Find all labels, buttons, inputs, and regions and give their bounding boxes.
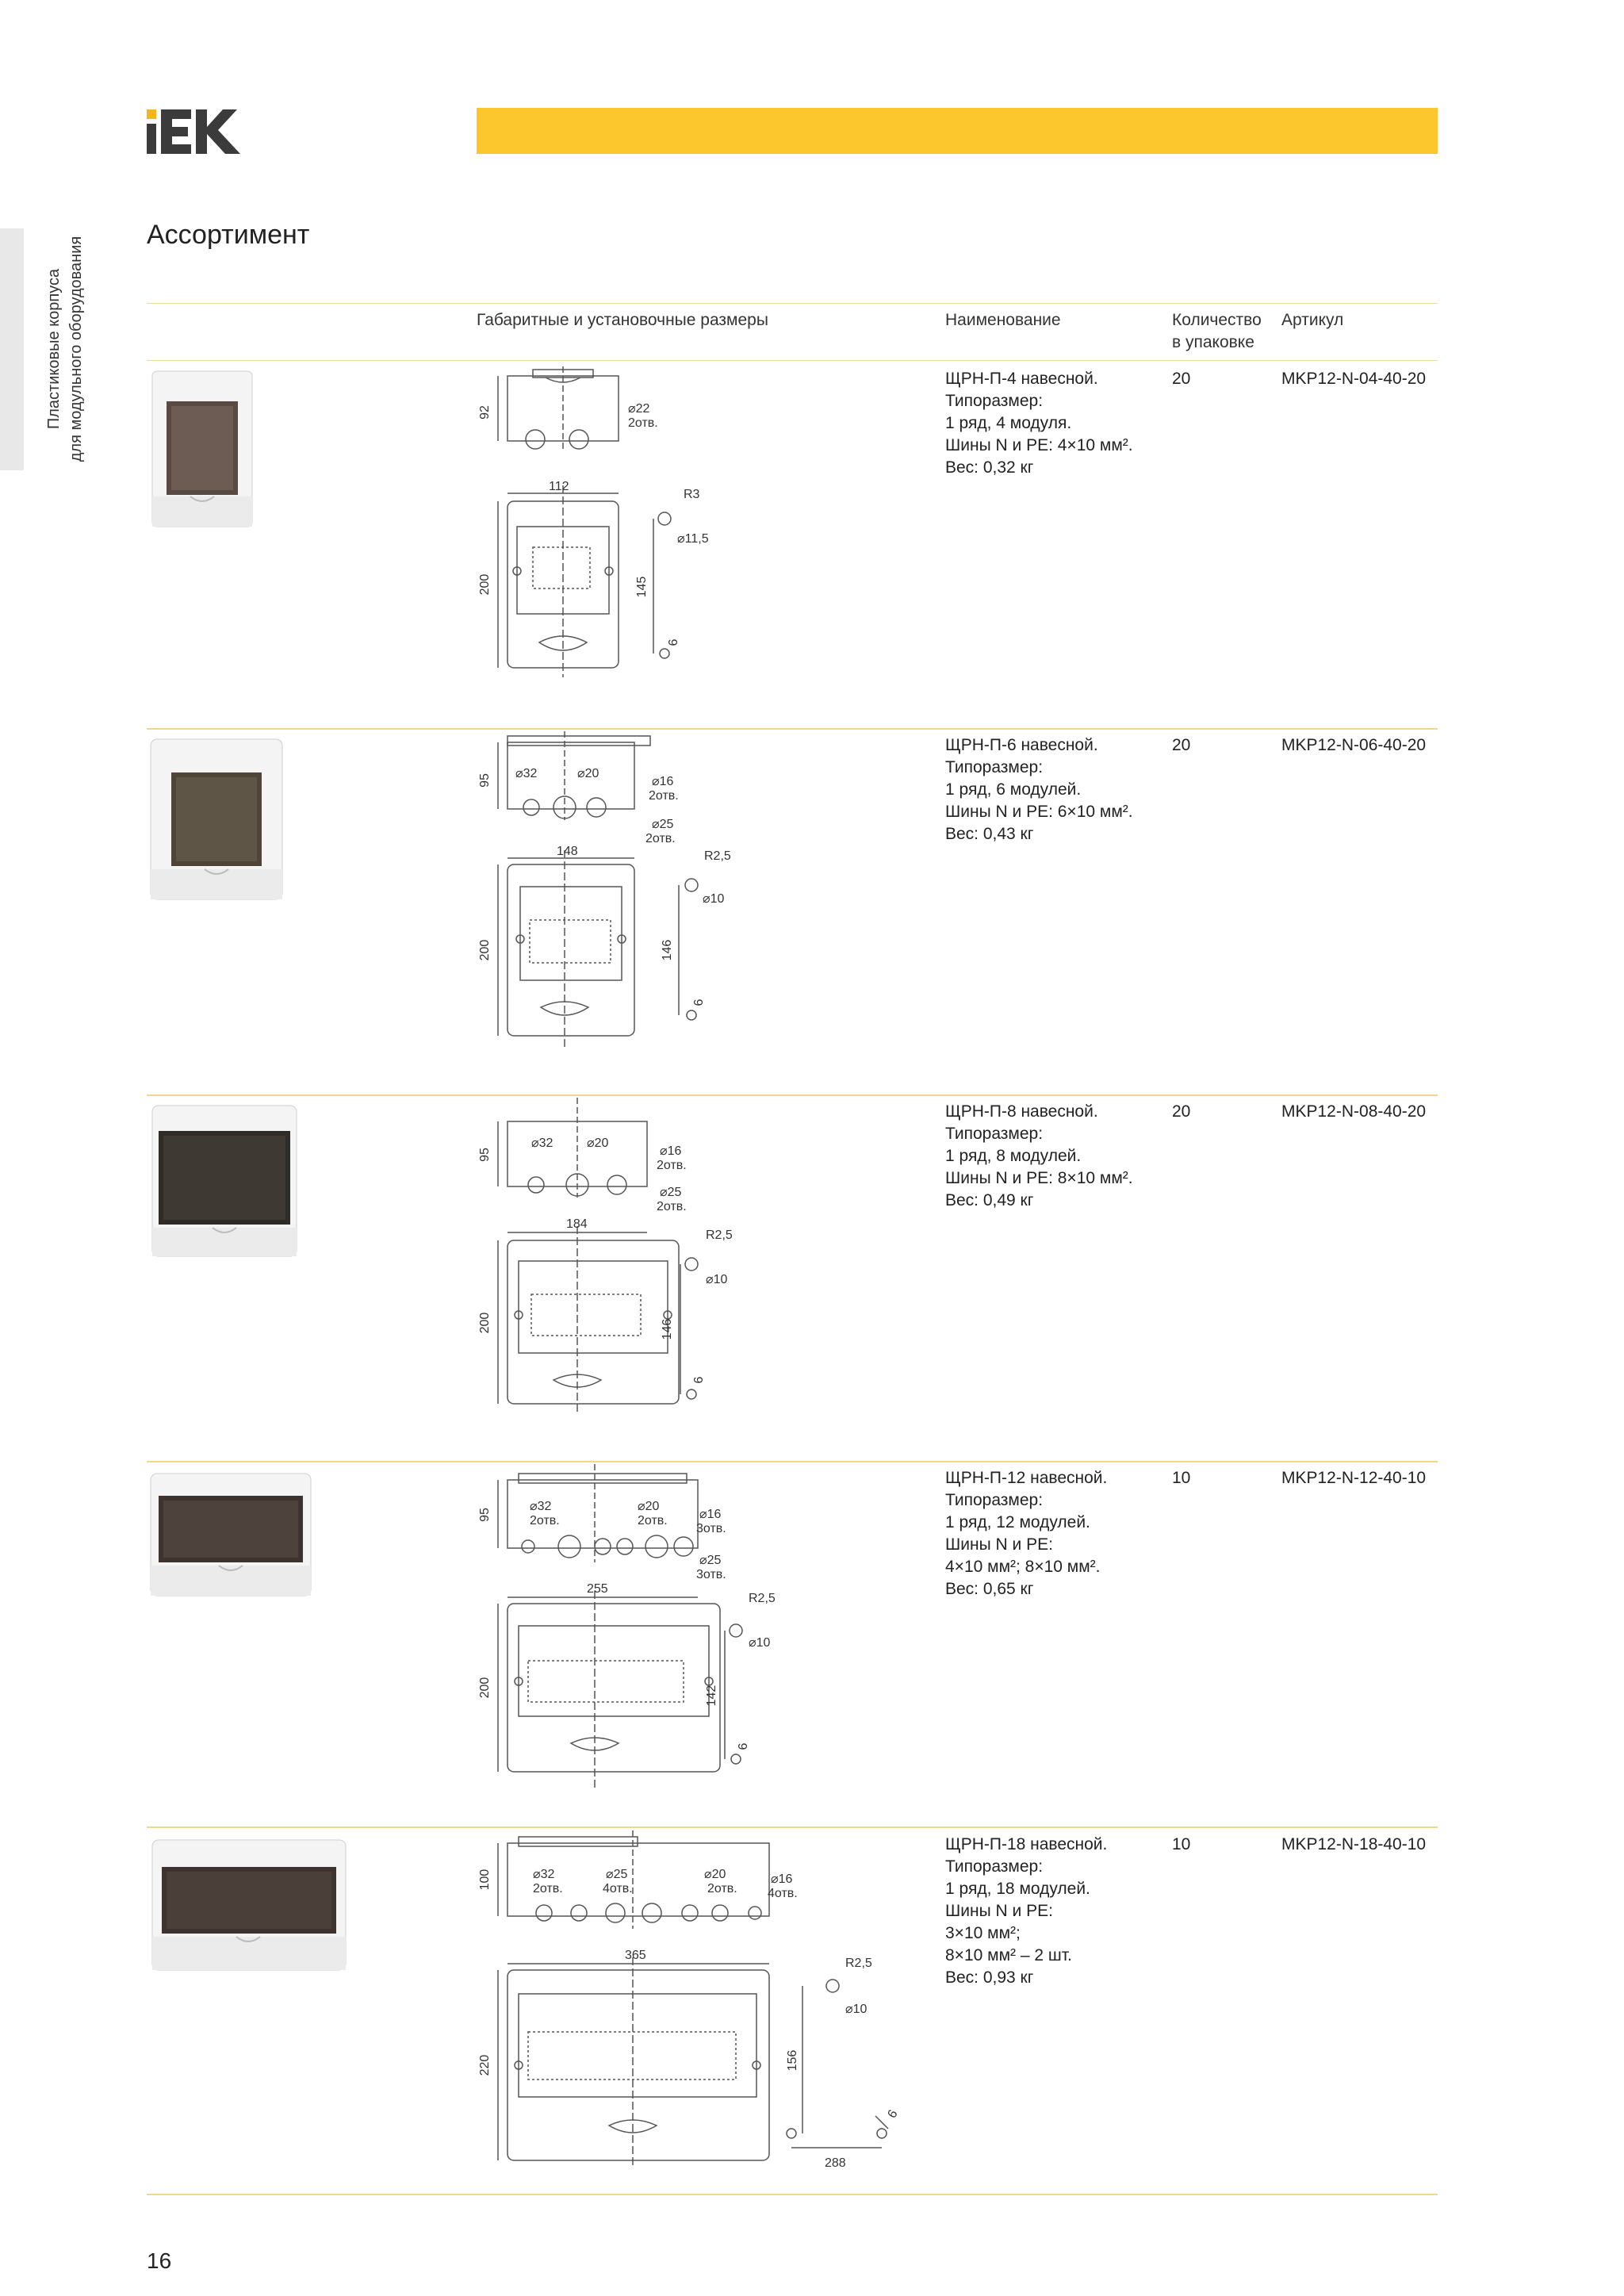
product-name-line: Шины N и PE: 8×10 мм². [945,1169,1133,1187]
dim-hole: ⌀10 [703,892,725,906]
product-name [945,1101,1133,1212]
dim-height: 200 [478,1677,492,1699]
product-name-line: Шины N и PE: [945,1902,1053,1920]
product-article: MKP12-N-04-40-20 [1281,370,1427,388]
product-name-line: Шины N и PE: [945,1535,1053,1554]
product-name-line: 8×10 мм² – 2 шт. [945,1946,1072,1964]
product-photo [151,370,254,528]
dim-d2-count: 2отв. [638,1514,668,1527]
dim-slot: 6 [692,1376,706,1384]
dim-span: 288 [825,2156,846,2170]
header-bar [477,108,1438,154]
product-name-line: 1 ряд, 8 модулей. [945,1147,1082,1165]
product-name-line: 3×10 мм²; [945,1924,1021,1942]
dim-width: 148 [557,845,578,858]
dim-d4: ⌀16 [771,1872,793,1886]
product-name-line: ЩРН-П-12 навесной. [945,1469,1108,1487]
col-header-article: Артикул [1281,311,1344,329]
dim-hole: ⌀11,5 [677,532,709,546]
dim-radius: R2,5 [749,1592,776,1605]
product-name [945,368,1133,479]
page-number: 16 [147,2248,172,2273]
dim-d3: ⌀20 [704,1868,726,1881]
dim-slot: 6 [692,999,706,1006]
col-header-qty-line2: в упаковке [1172,333,1254,351]
product-name-line: 1 ряд, 12 модулей. [945,1513,1090,1531]
dim-d2-count: 4отв. [603,1882,633,1895]
product-name-line: Типоразмер: [945,1491,1044,1509]
dim-mount: 145 [635,576,649,598]
col-header-qty [1172,309,1262,354]
dim-mount: 146 [661,1318,674,1340]
product-name-line: ЩРН-П-4 навесной. [945,370,1098,388]
row-separator [147,728,1438,730]
product-name-line: 1 ряд, 6 модулей. [945,780,1082,799]
dim-width: 365 [625,1949,646,1962]
dim-d4: ⌀25 [660,1186,682,1199]
dim-d2: ⌀20 [638,1500,660,1513]
dim-d4: ⌀25 [652,818,674,831]
dim-hole: ⌀10 [845,2003,868,2016]
dim-d1-count: 2отв. [533,1882,563,1895]
dim-width: 112 [549,480,569,493]
dim-radius: R2,5 [845,1957,872,1970]
dim-radius: R2,5 [706,1228,733,1242]
dim-height: 200 [478,939,492,961]
product-name-line: Шины N и PE: 6×10 мм². [945,803,1133,821]
product-qty: 10 [1172,1469,1191,1487]
dim-width: 255 [587,1582,608,1596]
dim-hole-a: ⌀22 [628,402,650,416]
dim-hole-a-count: 2отв. [628,416,658,430]
dim-slot: 6 [885,2107,901,2121]
sidebar-line-1: Пластиковые корпуса [45,268,63,430]
dimension-drawing [476,1098,777,1423]
row-separator [147,2194,1438,2195]
dimension-drawing [476,1830,904,2171]
dim-mount: 156 [786,2049,799,2072]
product-name-line: ЩРН-П-18 навесной. [945,1835,1108,1853]
product-article: MKP12-N-08-40-20 [1281,1102,1427,1121]
product-qty: 10 [1172,1835,1191,1853]
row-separator [147,1826,1438,1828]
dim-d3-count: 2отв. [657,1159,687,1172]
product-name-line: ЩРН-П-6 навесной. [945,736,1098,754]
product-name [945,734,1133,845]
dim-d3-count: 2отв. [707,1882,737,1895]
product-name-line: Типоразмер: [945,1857,1044,1876]
product-name-line: Вес: 0,65 кг [945,1580,1034,1598]
product-name-line: Шины N и PE: 4×10 мм². [945,436,1133,454]
dim-d2: ⌀20 [587,1137,609,1150]
product-name-line: 1 ряд, 18 модулей. [945,1880,1090,1898]
product-name-line: Вес: 0,49 кг [945,1191,1034,1209]
header-rule [147,360,1438,361]
dim-height: 220 [478,2054,492,2076]
product-article: MKP12-N-12-40-10 [1281,1469,1427,1487]
iek-logo [147,109,240,154]
product-name-line: Вес: 0,43 кг [945,825,1034,843]
dim-d2: ⌀25 [606,1868,628,1881]
sidebar-line-2: для модульного оборудования [67,236,85,462]
product-name [945,1467,1107,1600]
dim-depth: 95 [478,1148,492,1162]
product-qty: 20 [1172,370,1191,388]
dim-hole: ⌀10 [749,1636,771,1650]
product-photo [151,1104,298,1258]
product-name-line: Типоразмер: [945,392,1044,410]
dim-radius: R3 [684,488,700,501]
dim-depth: 95 [478,773,492,788]
dim-d1: ⌀32 [515,767,538,780]
dim-radius: R2,5 [704,849,731,863]
dimension-drawing [476,366,745,684]
col-header-dims: Габаритные и установочные размеры [477,311,768,329]
sidebar-strip [0,228,24,470]
dim-d3-count: 3отв. [696,1522,726,1535]
product-name-line: Типоразмер: [945,1125,1044,1143]
dim-d4: ⌀25 [699,1554,722,1567]
dimension-drawing [476,731,777,1056]
product-qty: 20 [1172,736,1191,754]
col-header-qty-line1: Количество [1172,311,1262,329]
page-title: Ассортимент [147,220,310,250]
dimension-drawing [476,1464,809,1797]
product-photo [151,1838,347,1972]
dim-d3: ⌀16 [660,1144,682,1158]
product-qty: 20 [1172,1102,1191,1121]
dim-d1: ⌀32 [533,1868,555,1881]
product-name [945,1834,1107,1989]
sidebar-label [43,230,87,468]
col-header-name: Наименование [945,311,1061,329]
dim-d4-count: 2отв. [657,1200,687,1213]
product-name-line: ЩРН-П-8 навесной. [945,1102,1098,1121]
dim-d3: ⌀16 [652,775,674,788]
dim-d4-count: 2отв. [645,832,676,845]
dim-d4-count: 3отв. [696,1568,726,1581]
product-photo [149,1472,312,1597]
dim-d4-count: 4отв. [768,1887,798,1900]
dim-depth: 95 [478,1508,492,1522]
product-photo [149,738,284,901]
dim-d3-count: 2отв. [649,789,679,803]
product-article: MKP12-N-18-40-10 [1281,1835,1427,1853]
dim-d1: ⌀32 [531,1137,553,1150]
product-name-line: Вес: 0,93 кг [945,1968,1034,1987]
dim-depth: 100 [478,1869,492,1891]
dim-d2: ⌀20 [577,767,599,780]
dim-height: 200 [478,573,492,596]
row-separator [147,1094,1438,1096]
table-top-rule [147,303,1438,304]
dim-slot: 6 [737,1742,750,1750]
dim-d3: ⌀16 [699,1508,722,1521]
product-name-line: Типоразмер: [945,758,1044,776]
dim-slot: 6 [667,638,680,646]
product-name-line: 4×10 мм²; 8×10 мм². [945,1558,1101,1576]
row-separator [147,1461,1438,1462]
product-name-line: 1 ряд, 4 модуля. [945,414,1072,432]
dim-width: 184 [566,1217,588,1231]
dim-d1-count: 2отв. [530,1514,560,1527]
dim-d1: ⌀32 [530,1500,552,1513]
dim-mount: 142 [705,1685,718,1707]
dim-hole: ⌀10 [706,1273,728,1286]
dim-mount: 146 [661,939,674,961]
product-name-line: Вес: 0,32 кг [945,458,1034,477]
product-article: MKP12-N-06-40-20 [1281,736,1427,754]
dim-depth: 92 [478,405,492,420]
dim-height: 200 [478,1312,492,1334]
